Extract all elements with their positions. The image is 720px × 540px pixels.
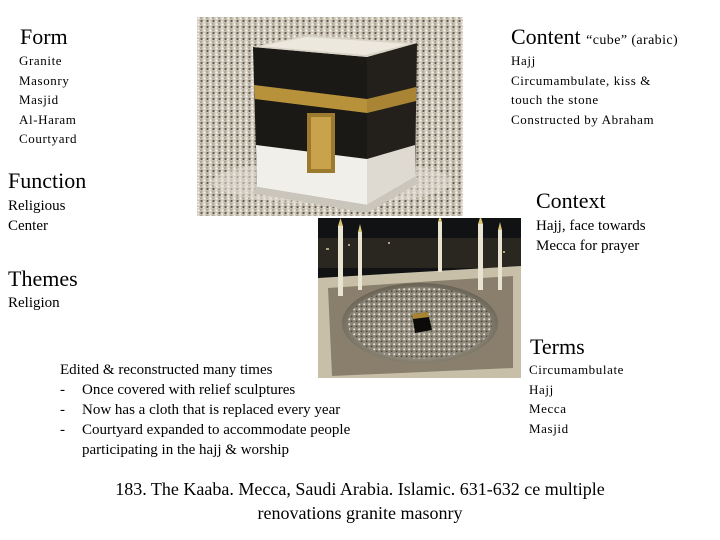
context-item: Hajj, face towards — [536, 218, 646, 234]
context-item: Mecca for prayer — [536, 238, 640, 254]
content-heading-subtitle: “cube” (arabic) — [586, 33, 679, 48]
form-item: Masjid — [19, 92, 59, 107]
form-list — [19, 51, 77, 149]
caption-line: renovations granite masonry — [257, 503, 463, 523]
masjid-night-illustration — [318, 218, 521, 378]
bullet-dash: - — [60, 382, 65, 398]
kaaba-closeup-photo — [197, 17, 463, 216]
form-item: Courtyard — [19, 131, 78, 146]
themes-item: Religion — [8, 295, 60, 311]
terms-heading: Terms — [530, 334, 585, 359]
form-item: Al-Haram — [19, 111, 77, 127]
content-item: Hajj — [511, 53, 536, 68]
themes-list — [8, 293, 60, 313]
function-item: Center — [8, 218, 48, 234]
content-heading — [511, 24, 678, 54]
notes-bullet — [60, 400, 350, 420]
terms-item: Hajj — [529, 381, 554, 397]
content-item: Constructed by Abraham — [511, 111, 655, 127]
slide-caption — [60, 477, 660, 525]
bullet-text: Once covered with relief sculptures — [82, 382, 296, 398]
function-heading: Function — [8, 168, 87, 193]
function-list — [8, 196, 66, 236]
content-list — [511, 51, 654, 129]
form-item: Granite — [19, 53, 63, 68]
history-notes — [60, 360, 350, 460]
form-heading: Form — [20, 24, 68, 49]
bullet-dash: - — [60, 402, 65, 418]
bullet-text: Courtyard expanded to accommodate people — [82, 422, 351, 438]
terms-item: Circumambulate — [529, 362, 625, 377]
bullet-text: Now has a cloth that is replaced every year — [82, 402, 341, 418]
notes-lead: Edited & reconstructed many times — [60, 362, 273, 378]
terms-list — [529, 360, 624, 438]
terms-item: Mecca — [529, 401, 567, 416]
caption-line: 183. The Kaaba. Mecca, Saudi Arabia. Islamic. 631-632 ce multiple — [115, 479, 605, 499]
themes-heading: Themes — [8, 266, 78, 291]
notes-bullet — [60, 380, 350, 400]
content-item: touch the stone — [511, 92, 599, 107]
terms-item: Masjid — [529, 420, 569, 436]
notes-bullet — [60, 420, 350, 440]
bullet-dash: - — [60, 422, 65, 438]
masjid-al-haram-night-photo — [318, 218, 521, 378]
content-heading-label: Content — [511, 24, 581, 49]
kaaba-closeup-illustration — [197, 17, 463, 216]
notes-continuation: participating in the hajj & worship — [82, 442, 290, 458]
function-item: Religious — [8, 198, 66, 214]
context-heading: Context — [536, 188, 606, 213]
context-list — [536, 216, 646, 256]
form-item: Masonry — [19, 72, 70, 88]
content-item: Circumambulate, kiss & — [511, 72, 651, 88]
